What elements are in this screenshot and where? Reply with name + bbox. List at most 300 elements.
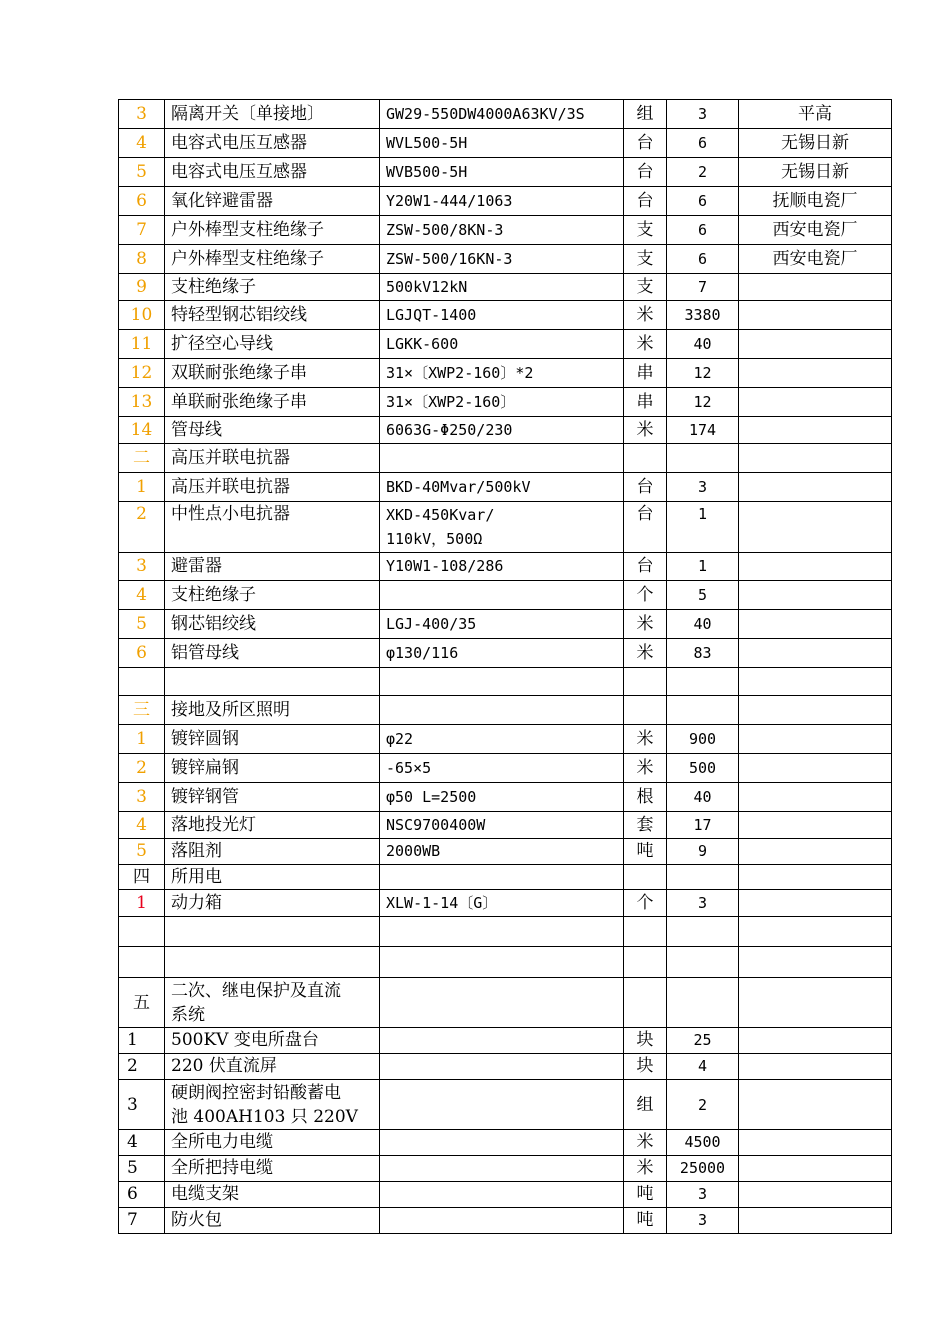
item-model <box>380 330 624 359</box>
item-quantity-text: 1 <box>697 505 708 523</box>
item-quantity <box>667 978 739 1028</box>
item-name <box>165 1208 380 1234</box>
item-number-text: 4 <box>136 132 147 153</box>
item-manufacturer <box>739 812 892 839</box>
item-model <box>380 444 624 473</box>
item-name-text: 隔离开关〔单接地〕 <box>171 103 324 124</box>
item-number <box>119 388 165 417</box>
item-quantity-text: 17 <box>693 815 712 834</box>
item-model <box>380 696 624 725</box>
item-unit <box>624 725 667 754</box>
item-name <box>165 1156 380 1182</box>
item-manufacturer <box>739 783 892 812</box>
item-quantity-text: 83 <box>693 643 712 662</box>
table-row <box>119 1080 892 1130</box>
item-manufacturer <box>739 444 892 473</box>
item-model-text: WVL500-5H <box>386 133 468 152</box>
item-name <box>165 839 380 865</box>
item-unit <box>624 1080 667 1130</box>
table-row <box>119 1156 892 1182</box>
item-number-text: 4 <box>127 1132 138 1152</box>
item-number <box>119 100 165 129</box>
item-number <box>119 301 165 330</box>
item-name-text: 镀锌圆钢 <box>171 728 239 749</box>
item-manufacturer <box>739 1054 892 1080</box>
item-quantity <box>667 1130 739 1156</box>
item-manufacturer <box>739 917 892 947</box>
item-unit-text: 台 <box>636 476 654 497</box>
item-model <box>380 581 624 610</box>
item-model-text: LGJ-400/35 <box>386 614 477 633</box>
table-row <box>119 696 892 725</box>
item-quantity-text: 900 <box>688 729 717 748</box>
item-quantity <box>667 158 739 187</box>
item-quantity <box>667 696 739 725</box>
item-name <box>165 1080 380 1130</box>
item-unit-text: 块 <box>636 1030 654 1050</box>
item-model-text: 500kV12kN <box>386 277 468 296</box>
item-model <box>380 1028 624 1054</box>
item-model <box>380 639 624 668</box>
table-row <box>119 417 892 444</box>
item-manufacturer <box>739 388 892 417</box>
item-unit-text: 米 <box>636 613 654 634</box>
item-name-text: 220 伏直流屏 <box>171 1056 277 1076</box>
item-number <box>119 581 165 610</box>
item-name <box>165 444 380 473</box>
item-number <box>119 129 165 158</box>
item-name-text: 特轻型钢芯铝绞线 <box>171 304 307 325</box>
item-manufacturer <box>739 553 892 581</box>
item-number-text: 5 <box>136 161 147 182</box>
item-manufacturer <box>739 417 892 444</box>
table-row <box>119 947 892 978</box>
item-unit-text: 米 <box>636 1158 654 1178</box>
item-unit <box>624 1130 667 1156</box>
item-unit-text: 台 <box>636 132 654 153</box>
item-name <box>165 100 380 129</box>
item-manufacturer <box>739 502 892 553</box>
item-model <box>380 783 624 812</box>
item-model <box>380 947 624 978</box>
item-name-text: 铝管母线 <box>171 642 239 663</box>
table-row <box>119 754 892 783</box>
item-unit-text: 台 <box>636 161 654 182</box>
item-unit <box>624 274 667 301</box>
item-number-text: 1 <box>136 476 147 497</box>
item-manufacturer-text: 无锡日新 <box>781 132 849 153</box>
item-name-text: 钢芯铝绞线 <box>171 613 256 634</box>
item-unit-text: 米 <box>636 333 654 354</box>
item-name <box>165 473 380 502</box>
item-name-text: 管母线 <box>171 419 222 440</box>
item-unit <box>624 100 667 129</box>
item-manufacturer <box>739 301 892 330</box>
item-number-text: 6 <box>136 190 147 211</box>
item-unit-text: 组 <box>636 1094 654 1115</box>
item-quantity-text: 3 <box>697 1211 708 1229</box>
item-number-text: 4 <box>136 584 147 605</box>
item-name <box>165 890 380 917</box>
item-name-text: 接地及所区照明 <box>171 699 290 720</box>
item-manufacturer <box>739 947 892 978</box>
item-quantity-text: 2 <box>697 1095 708 1114</box>
item-name <box>165 1182 380 1208</box>
item-manufacturer <box>739 274 892 301</box>
item-name <box>165 553 380 581</box>
item-quantity <box>667 388 739 417</box>
item-number <box>119 1130 165 1156</box>
item-name <box>165 917 380 947</box>
item-quantity-text: 3 <box>697 1185 708 1203</box>
item-unit-text: 块 <box>636 1056 654 1076</box>
item-manufacturer <box>739 668 892 696</box>
item-number-text: 10 <box>130 304 153 325</box>
table-row <box>119 553 892 581</box>
item-quantity <box>667 553 739 581</box>
item-number <box>119 245 165 274</box>
item-model-text: 2000WB <box>386 842 441 860</box>
item-number <box>119 502 165 553</box>
item-quantity <box>667 725 739 754</box>
item-unit <box>624 158 667 187</box>
item-unit <box>624 1182 667 1208</box>
item-model <box>380 502 624 553</box>
item-number <box>119 917 165 947</box>
item-name-text: 落地投光灯 <box>171 814 256 835</box>
item-number <box>119 890 165 917</box>
item-unit-text: 组 <box>636 103 654 124</box>
item-unit <box>624 783 667 812</box>
item-model <box>380 812 624 839</box>
item-number-text: 二 <box>133 447 150 468</box>
item-unit <box>624 417 667 444</box>
item-unit-text: 吨 <box>636 841 654 861</box>
item-number <box>119 725 165 754</box>
item-number-text: 3 <box>136 786 147 807</box>
item-unit-text: 米 <box>636 419 654 440</box>
item-number <box>119 158 165 187</box>
item-unit <box>624 444 667 473</box>
item-name <box>165 696 380 725</box>
item-number-text: 6 <box>127 1184 138 1204</box>
item-unit <box>624 812 667 839</box>
item-quantity <box>667 947 739 978</box>
item-number <box>119 1028 165 1054</box>
item-manufacturer <box>739 754 892 783</box>
item-name <box>165 301 380 330</box>
item-name-text: 支柱绝缘子 <box>171 584 256 605</box>
item-number <box>119 473 165 502</box>
item-unit <box>624 330 667 359</box>
item-number <box>119 216 165 245</box>
table-row <box>119 917 892 947</box>
item-model-text: BKD-40Mvar/500kV <box>386 477 531 496</box>
item-manufacturer <box>739 725 892 754</box>
item-quantity <box>667 1028 739 1054</box>
item-number <box>119 668 165 696</box>
item-unit <box>624 129 667 158</box>
item-quantity-text: 5 <box>697 585 708 604</box>
item-name <box>165 359 380 388</box>
item-name <box>165 388 380 417</box>
item-name-text: 全所把持电缆 <box>171 1158 273 1178</box>
item-quantity <box>667 1208 739 1234</box>
item-quantity <box>667 187 739 216</box>
item-number <box>119 1182 165 1208</box>
item-unit-text: 米 <box>636 757 654 778</box>
item-quantity <box>667 610 739 639</box>
item-quantity <box>667 668 739 696</box>
table-row <box>119 725 892 754</box>
item-model <box>380 1130 624 1156</box>
item-unit <box>624 890 667 917</box>
item-manufacturer <box>739 359 892 388</box>
item-quantity-text: 25 <box>693 1031 712 1049</box>
table-row <box>119 502 892 553</box>
table-row <box>119 330 892 359</box>
table-row <box>119 274 892 301</box>
item-name-text-line2: 系统 <box>171 1004 205 1025</box>
item-manufacturer-text: 西安电瓷厂 <box>772 248 858 269</box>
item-number-text: 1 <box>136 728 147 749</box>
item-quantity-text: 3 <box>697 104 708 123</box>
item-name <box>165 1028 380 1054</box>
item-number <box>119 865 165 890</box>
item-name-text: 硬朗阀控密封铅酸蓄电 <box>171 1082 341 1103</box>
table-row <box>119 100 892 129</box>
item-quantity-text: 6 <box>697 220 708 239</box>
table-row <box>119 783 892 812</box>
item-manufacturer <box>739 245 892 274</box>
item-unit <box>624 301 667 330</box>
item-manufacturer <box>739 330 892 359</box>
item-number <box>119 754 165 783</box>
item-manufacturer <box>739 1156 892 1182</box>
item-model <box>380 129 624 158</box>
item-manufacturer <box>739 696 892 725</box>
item-quantity-text: 40 <box>693 614 712 633</box>
item-unit <box>624 187 667 216</box>
item-name-text: 防火包 <box>171 1210 222 1230</box>
item-number-text: 2 <box>127 1056 138 1076</box>
item-model <box>380 754 624 783</box>
item-name-text: 全所电力电缆 <box>171 1132 273 1152</box>
item-quantity-text: 9 <box>697 842 708 860</box>
item-number-text: 2 <box>136 504 147 524</box>
item-model <box>380 158 624 187</box>
table-row <box>119 301 892 330</box>
item-quantity-text: 3 <box>697 477 708 496</box>
item-number <box>119 274 165 301</box>
item-model-text: LGJQT-1400 <box>386 305 477 324</box>
item-model <box>380 553 624 581</box>
item-model-text: ZSW-500/8KN-3 <box>386 220 504 239</box>
item-unit <box>624 610 667 639</box>
item-manufacturer-text: 平高 <box>798 103 832 124</box>
item-name <box>165 274 380 301</box>
item-model-text: WVB500-5H <box>386 162 468 181</box>
item-quantity-text: 4500 <box>684 1133 721 1151</box>
item-unit <box>624 1208 667 1234</box>
item-quantity <box>667 100 739 129</box>
item-manufacturer <box>739 129 892 158</box>
item-manufacturer <box>739 473 892 502</box>
item-model-text: 31×〔XWP2-160〕 <box>386 392 516 411</box>
item-quantity <box>667 473 739 502</box>
item-unit-text: 米 <box>636 728 654 749</box>
item-quantity <box>667 639 739 668</box>
item-name <box>165 978 380 1028</box>
item-unit <box>624 388 667 417</box>
item-quantity-text: 3380 <box>684 305 721 324</box>
item-model <box>380 1080 624 1130</box>
item-unit <box>624 473 667 502</box>
item-unit-text: 吨 <box>636 1184 654 1204</box>
item-unit-text: 米 <box>636 642 654 663</box>
item-quantity <box>667 581 739 610</box>
item-unit-text: 套 <box>636 814 654 835</box>
item-unit <box>624 1156 667 1182</box>
item-name-text: 支柱绝缘子 <box>171 276 256 297</box>
item-name-text: 避雷器 <box>171 556 222 576</box>
item-model <box>380 100 624 129</box>
item-model-text: NSC9700400W <box>386 815 486 834</box>
item-unit <box>624 502 667 553</box>
item-model <box>380 417 624 444</box>
item-number-text: 3 <box>136 556 147 576</box>
item-name-text: 二次、继电保护及直流 <box>171 980 341 1001</box>
item-number-text: 12 <box>130 362 153 383</box>
item-quantity <box>667 839 739 865</box>
item-number-text: 8 <box>136 248 147 269</box>
item-unit <box>624 668 667 696</box>
item-name <box>165 1130 380 1156</box>
table-row <box>119 129 892 158</box>
item-unit-text: 台 <box>636 504 654 524</box>
item-quantity <box>667 245 739 274</box>
equipment-table <box>118 99 892 1234</box>
item-model-text: φ50 L=2500 <box>386 787 477 806</box>
item-name <box>165 581 380 610</box>
item-name-text: 高压并联电抗器 <box>171 476 290 497</box>
item-number <box>119 696 165 725</box>
item-name-text: 户外棒型支柱绝缘子 <box>171 248 324 269</box>
item-quantity <box>667 917 739 947</box>
item-name <box>165 639 380 668</box>
table-row <box>119 668 892 696</box>
item-quantity <box>667 1156 739 1182</box>
item-manufacturer <box>739 158 892 187</box>
item-quantity <box>667 330 739 359</box>
item-number <box>119 1208 165 1234</box>
equipment-table-body <box>119 100 892 1234</box>
item-manufacturer <box>739 1182 892 1208</box>
item-quantity <box>667 502 739 553</box>
item-number <box>119 187 165 216</box>
item-name-text-line2: 池 400AH103 只 220V <box>171 1106 358 1127</box>
item-manufacturer-text: 抚顺电瓷厂 <box>772 190 858 211</box>
item-unit-text: 支 <box>636 219 654 240</box>
table-row <box>119 158 892 187</box>
item-quantity <box>667 1054 739 1080</box>
item-unit-text: 米 <box>636 1132 654 1152</box>
table-row <box>119 1130 892 1156</box>
item-quantity-text: 4 <box>697 1057 708 1075</box>
item-manufacturer <box>739 839 892 865</box>
item-model-text: 6063G-Φ250/230 <box>386 420 513 439</box>
table-row <box>119 839 892 865</box>
item-model-text: XLW-1-14〔G〕 <box>386 893 498 912</box>
table-row <box>119 978 892 1028</box>
item-number-text: 四 <box>133 866 150 887</box>
item-name-text: 氧化锌避雷器 <box>171 190 273 211</box>
item-name <box>165 610 380 639</box>
item-model-text: ZSW-500/16KN-3 <box>386 249 513 268</box>
item-model <box>380 610 624 639</box>
item-manufacturer <box>739 581 892 610</box>
item-number <box>119 1080 165 1130</box>
item-number <box>119 444 165 473</box>
table-row <box>119 890 892 917</box>
item-name <box>165 187 380 216</box>
table-row <box>119 1182 892 1208</box>
item-model-text: XKD-450Kvar/ <box>386 506 495 524</box>
item-model-text: -65×5 <box>386 758 432 777</box>
item-name-text: 双联耐张绝缘子串 <box>171 362 307 383</box>
item-model-text: GW29-550DW4000A63KV/3S <box>386 104 585 123</box>
item-unit <box>624 553 667 581</box>
item-quantity-text: 25000 <box>679 1159 726 1177</box>
item-manufacturer <box>739 865 892 890</box>
item-name-text: 单联耐张绝缘子串 <box>171 391 307 412</box>
item-manufacturer <box>739 890 892 917</box>
item-unit <box>624 216 667 245</box>
item-name <box>165 158 380 187</box>
item-number-text: 1 <box>136 892 147 913</box>
table-row <box>119 581 892 610</box>
item-number-text: 11 <box>130 333 153 354</box>
item-number-text: 2 <box>136 757 147 778</box>
item-quantity-text: 174 <box>688 420 717 439</box>
item-unit-text: 串 <box>636 391 654 412</box>
item-name <box>165 1054 380 1080</box>
item-unit-text: 串 <box>636 362 654 383</box>
item-name <box>165 865 380 890</box>
table-row <box>119 639 892 668</box>
item-number-text: 5 <box>127 1158 138 1178</box>
table-row <box>119 245 892 274</box>
item-unit-text: 个 <box>636 584 654 605</box>
item-unit-text: 根 <box>636 786 654 807</box>
item-quantity <box>667 274 739 301</box>
item-number <box>119 610 165 639</box>
item-name <box>165 668 380 696</box>
item-unit <box>624 359 667 388</box>
item-name <box>165 754 380 783</box>
item-number-text: 三 <box>133 699 150 720</box>
item-name-text: 高压并联电抗器 <box>171 447 290 468</box>
item-number <box>119 330 165 359</box>
item-name <box>165 129 380 158</box>
item-number <box>119 417 165 444</box>
item-manufacturer <box>739 216 892 245</box>
item-manufacturer <box>739 187 892 216</box>
item-quantity <box>667 754 739 783</box>
item-model <box>380 187 624 216</box>
item-unit-text: 支 <box>636 276 654 297</box>
item-manufacturer <box>739 978 892 1028</box>
